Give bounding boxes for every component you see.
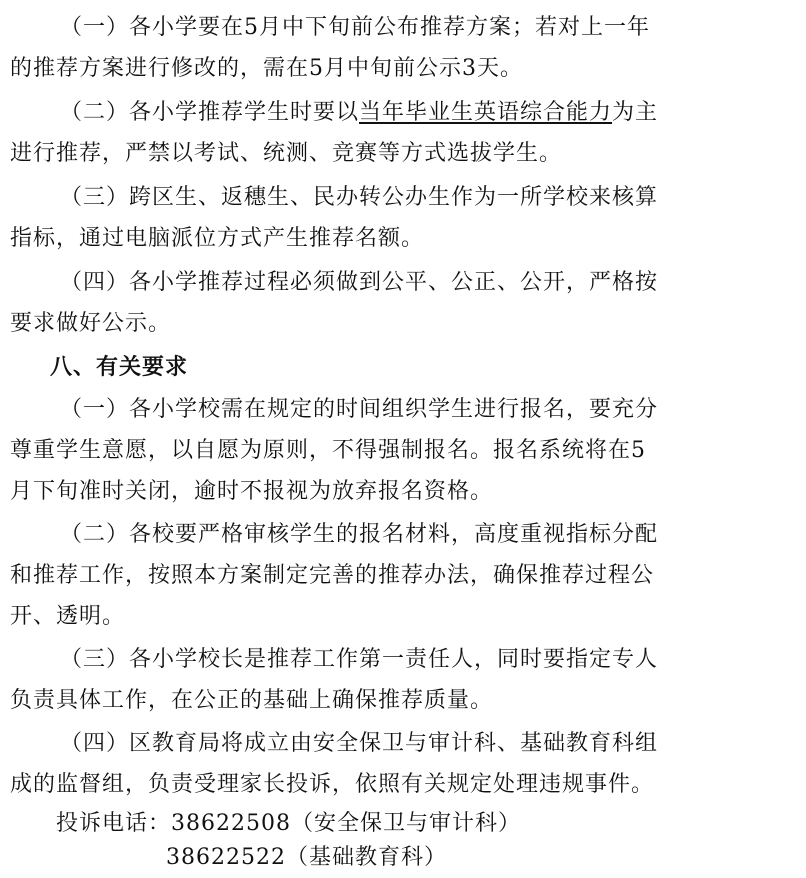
complaint-phone-line-2: 38622522（基础教育科） [166,845,447,870]
para-2-text-before: （二）各小学推荐学生时要以 [60,100,360,125]
req-3-line-2: 负责具体工作，在公正的基础上确保推荐质量。 [10,688,494,713]
section-heading: 八、有关要求 [50,354,189,380]
req-3-line-1: （三）各小学校长是推荐工作第一责任人，同时要指定专人 [60,647,659,672]
para-1-line-2: 的推荐方案进行修改的，需在5月中旬前公示3天。 [10,56,523,81]
para-2-text-after: 为主 [612,100,659,125]
para-4-line-2: 要求做好公示。 [10,311,172,336]
req-1-line-3: 月下旬准时关闭，逾时不报视为放弃报名资格。 [10,479,494,504]
para-2-line-2: 进行推荐，严禁以考试、统测、竞赛等方式选拔学生。 [10,141,563,166]
para-4-line-1: （四）各小学推荐过程必须做到公平、公正、公开，严格按 [60,270,659,295]
para-1-line-1: （一）各小学要在5月中下旬前公布推荐方案；若对上一年 [60,15,650,40]
req-1-line-1: （一）各小学校需在规定的时间组织学生进行报名，要充分 [60,397,659,422]
req-1-line-2: 尊重学生意愿，以自愿为原则，不得强制报名。报名系统将在5 [10,438,646,463]
req-4-line-1: （四）区教育局将成立由安全保卫与审计科、基础教育科组 [60,731,659,756]
para-3-line-2: 指标，通过电脑派位方式产生推荐名额。 [10,226,425,251]
req-4-line-2: 成的监督组，负责受理家长投诉，依照有关规定处理违规事件。 [10,772,655,797]
para-2-line-1 [0,93,700,133]
req-2-line-2: 和推荐工作，按照本方案制定完善的推荐办法，确保推荐过程公 [10,563,655,588]
req-2-line-3: 开、透明。 [10,604,126,629]
req-2-line-1: （二）各校要严格审核学生的报名材料，高度重视指标分配 [60,522,659,547]
para-3-line-1: （三）跨区生、返穗生、民办转公办生作为一所学校来核算 [60,185,659,210]
complaint-phone-line-1: 投诉电话：38622508（安全保卫与审计科） [56,811,521,836]
underlined-phrase: 当年毕业生英语综合能力 [359,100,613,125]
